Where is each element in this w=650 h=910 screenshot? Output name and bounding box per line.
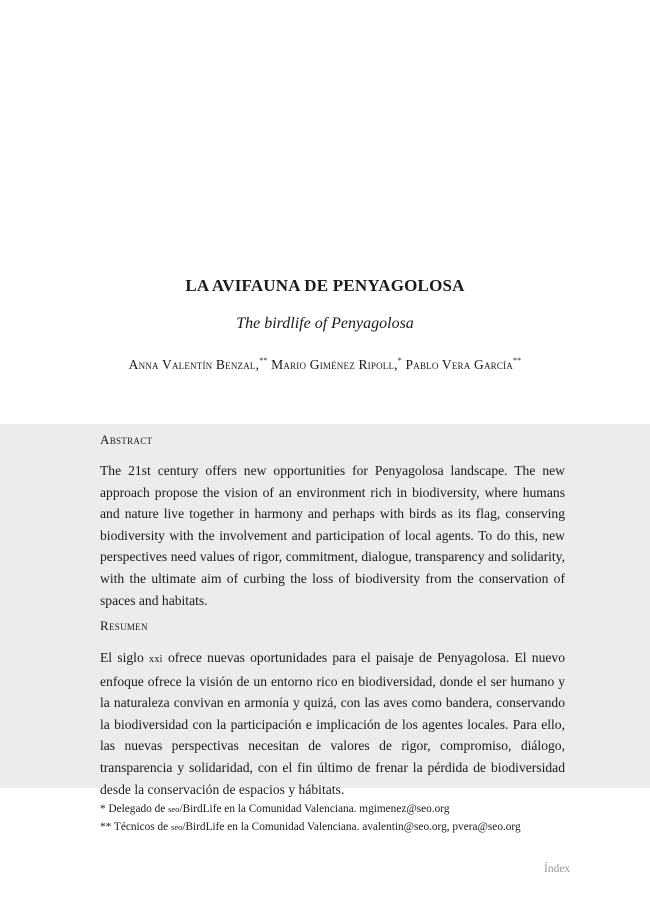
author-footnote-mark: ** (512, 356, 522, 365)
org-acronym: seo (171, 822, 183, 832)
resumen-text (100, 647, 565, 800)
author-footnote-mark: * (397, 356, 402, 365)
author-name: Anna Valentín Benzal, (128, 357, 260, 372)
abstract-heading: Abstract (100, 432, 153, 447)
footnote-text-rest: /BirdLife en la Comunidad Valenciana. avalentin@seo.org, pvera@seo.org (182, 821, 521, 833)
resumen-heading: Resumen (100, 618, 148, 633)
author-name: Pablo Vera García (405, 357, 513, 372)
paper-title: LA AVIFAUNA DE PENYAGOLOSA (185, 276, 465, 295)
org-acronym: seo (168, 804, 180, 814)
index-link[interactable]: Índex (544, 863, 571, 875)
footnotes (100, 800, 600, 836)
resumen-text-start: El siglo (100, 650, 144, 665)
century-numeral: xxi (149, 654, 163, 665)
paper-subtitle: The birdlife of Penyagolosa (236, 315, 414, 332)
footnote-text-start: Técnicos de (113, 821, 169, 833)
footnote-mark: ** (100, 821, 112, 833)
footnote (100, 800, 600, 818)
abstract-text: The 21st century offers new opportunities for Penyagolosa landscape. The new approach propose the vision of an environment rich in biodiversity, where humans and nature live together in harmony and perhaps with birds as its flag, conserving biodiversity with the involvement and participation of local agents. To do this, new perspectives need values of rigor, commitment, dialogue, transparency and solidarity, with the ultimate aim of curbing the loss of biodiversity from the conservation of spaces and habitats. (100, 463, 565, 608)
author-name: Mario Giménez Ripoll, (271, 357, 398, 372)
footnote-text-rest: /BirdLife en la Comunidad Valenciana. mgimenez@seo.org (179, 803, 450, 815)
author-footnote-mark: ** (259, 356, 268, 365)
resumen-text-rest: ofrece nuevas oportunidades para el paisaje de Penyagolosa. El nuevo enfoque ofrece la visión de un entorno rico en biodiversidad, donde el ser humano y la naturaleza convivan en armonía y quizá, con las aves como bandera, conservando la biodiversidad con la participación e implicación de los agentes locales. Para ello, las nuevas perspectivas necesitan de valores de rigor, compromiso, diálogo, transparencia y solidaridad, con el fin último de frenar la pérdida de biodiversidad desde la conservación de espacios y hábitats. (100, 650, 565, 797)
footnote-text-start: Delegado de (108, 803, 166, 815)
footnote (100, 818, 600, 836)
author-list (0, 356, 650, 373)
footnote-mark: * (100, 803, 106, 815)
